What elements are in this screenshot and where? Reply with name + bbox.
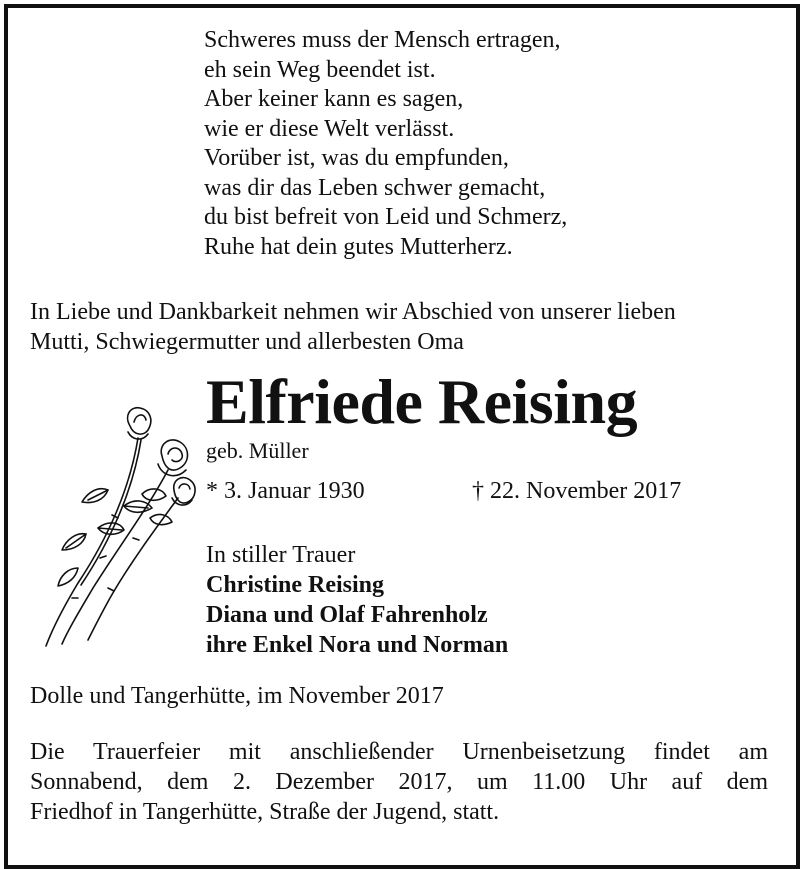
mourners xyxy=(206,540,508,660)
poem-line: was dir das Leben schwer gemacht, xyxy=(204,174,546,201)
poem-line: du bist befreit von Leid und Schmerz, xyxy=(204,204,568,230)
mourner-name: ihre Enkel Nora und Norman xyxy=(206,632,509,658)
funeral-line: Die Trauerfeier mit anschließender Urnenbeisetzung findet am xyxy=(30,739,768,765)
poem-line: Schweres muss der Mensch ertragen, xyxy=(204,27,561,53)
poem-line: Aber keiner kann es sagen, xyxy=(204,86,464,112)
place-date: Dolle und Tangerhütte, im November 2017 xyxy=(30,683,444,709)
poem-line: Vorüber ist, was du empfunden, xyxy=(204,145,509,171)
birth-date: * 3. Januar 1930 xyxy=(206,478,365,504)
poem-line: eh sein Weg beendet ist. xyxy=(204,56,436,83)
deceased-name: Elfriede Reising xyxy=(206,366,638,437)
mourner-name: Christine Reising xyxy=(206,572,385,598)
intro-text xyxy=(30,297,768,357)
funeral-notice xyxy=(30,737,768,827)
intro-line: Mutti, Schwiegermutter und allerbesten Oma xyxy=(30,329,464,355)
intro-line: In Liebe und Dankbarkeit nehmen wir Abschied von unserer lieben xyxy=(30,299,676,325)
mourner-name: Diana und Olaf Fahrenholz xyxy=(206,602,488,628)
poem-line: wie er diese Welt verlässt. xyxy=(204,115,455,142)
maiden-name: geb. Müller xyxy=(206,438,309,463)
mourners-heading: In stiller Trauer xyxy=(206,542,356,568)
funeral-line: Sonnabend, dem 2. Dezember 2017, um 11.00 Uhr auf dem xyxy=(30,769,768,795)
rose-illustration xyxy=(38,398,208,648)
poem xyxy=(204,26,567,262)
poem-line: Ruhe hat dein gutes Mutterherz. xyxy=(204,233,513,260)
funeral-line: Friedhof in Tangerhütte, Straße der Jugend, statt. xyxy=(30,799,500,825)
death-date: † 22. November 2017 xyxy=(472,478,682,504)
